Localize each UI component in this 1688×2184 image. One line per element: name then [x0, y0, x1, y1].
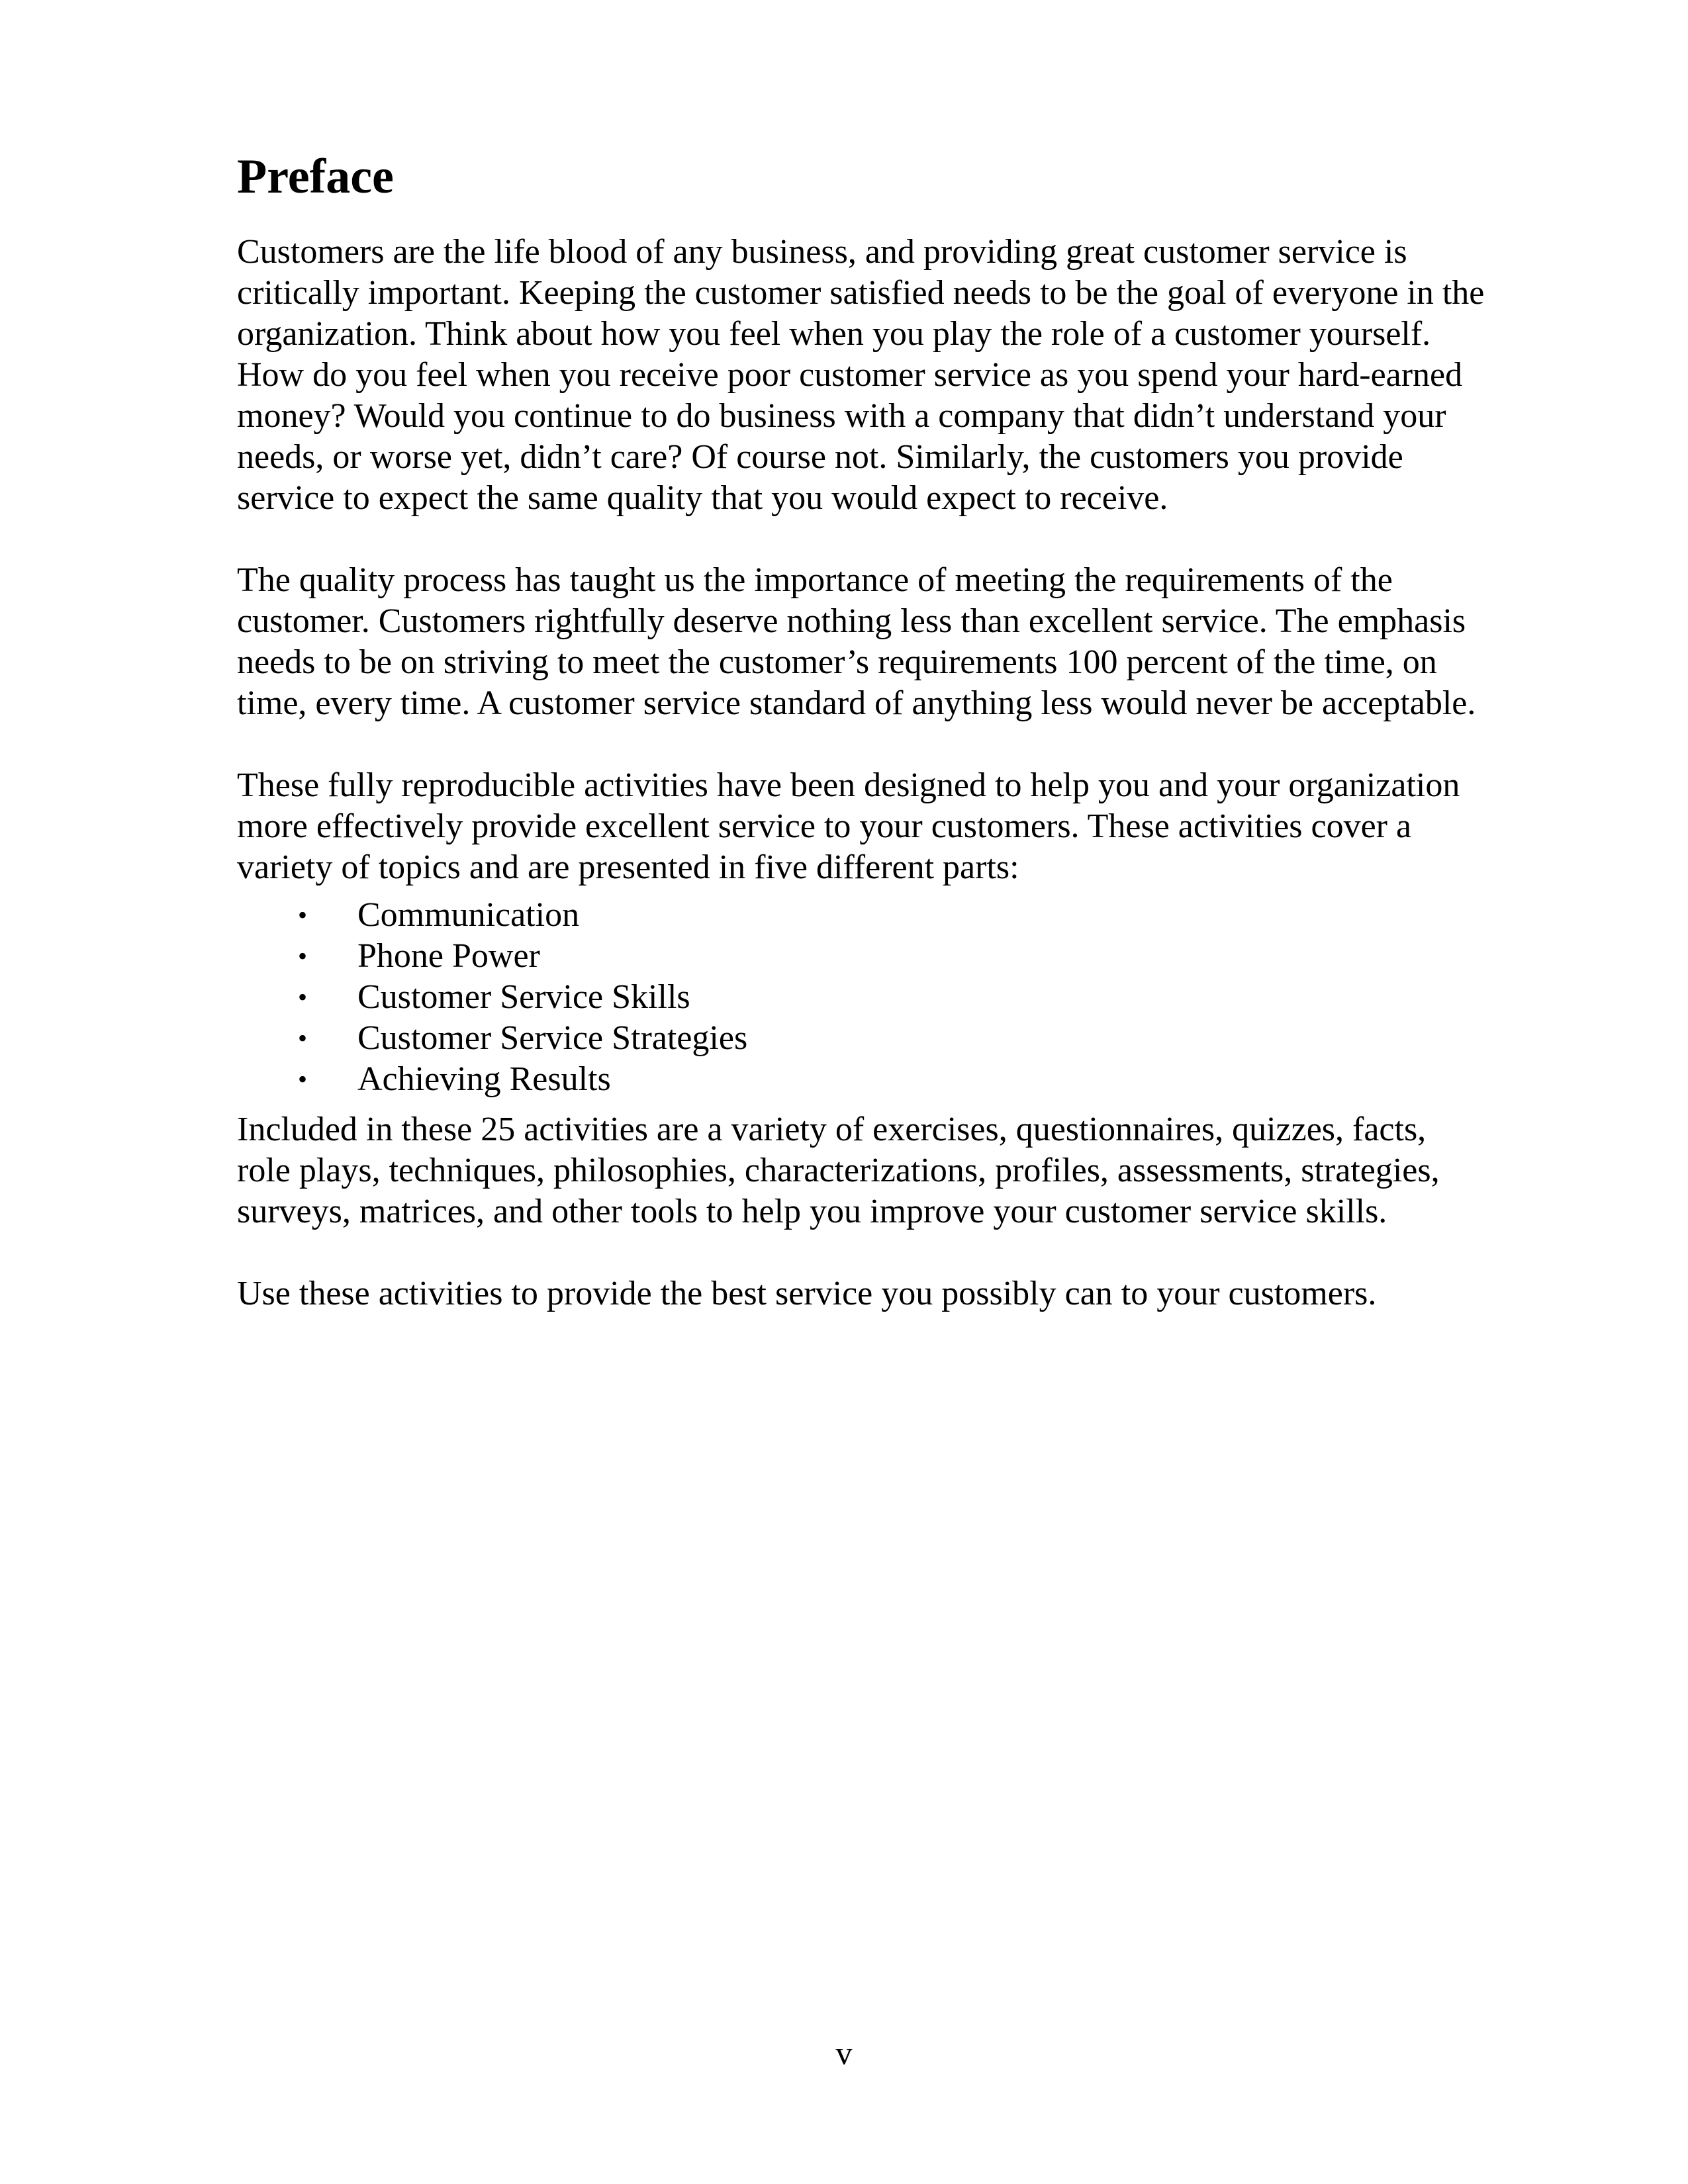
parts-list — [237, 895, 1488, 1100]
list-item-label: Customer Service Skills — [357, 978, 690, 1016]
bullet-icon: • — [298, 1023, 308, 1053]
paragraph-included: Included in these 25 activities are a variety of exercises, questionnaires, quizzes, facts, role plays, techniques, philosophies, characterizations, profiles, assessments, strategies, surveys, matrices, and other tools to help you improve your customer service skills. — [237, 1111, 1440, 1230]
page-title: Preface — [237, 150, 394, 204]
list-item — [237, 1059, 1488, 1100]
document-page — [237, 147, 1488, 1314]
list-item — [237, 977, 1488, 1018]
paragraph-intro: Customers are the life blood of any business, and providing great customer service is critically important. Keeping the customer satisfied needs to be the goal of everyone in the organization. Think about how you feel when you play the role of a customer yourself. How do you feel when you receive poor customer service as you spend your hard-earned money? Would you continue to do business with a company that didn’t understand your needs, or worse yet, didn’t care? Of course not. Similarly, the customers you provide service to expect the same quality that you would expect to receive. — [237, 233, 1485, 517]
bullet-icon: • — [298, 982, 308, 1012]
bullet-icon: • — [298, 900, 308, 930]
list-item — [237, 1018, 1488, 1059]
bullet-icon: • — [298, 941, 308, 971]
page-number: v — [835, 2034, 853, 2071]
paragraph-closing: Use these activities to provide the best service you possibly can to your customers. — [237, 1275, 1377, 1312]
list-item-label: Customer Service Strategies — [357, 1019, 748, 1057]
list-item — [237, 895, 1488, 936]
list-item-label: Communication — [357, 896, 580, 934]
list-item-label: Phone Power — [357, 937, 540, 975]
paragraph-quality: The quality process has taught us the importance of meeting the requirements of the customer. Customers rightfully deserve nothing less than excellent service. The emphasis needs to be on striving to meet the customer’s requirements 100 percent of the time, on time, every time. A customer service standard of anything less would never be acceptable. — [237, 561, 1476, 722]
list-item-label: Achieving Results — [357, 1060, 611, 1098]
bullet-icon: • — [298, 1064, 308, 1094]
paragraph-activities: These fully reproducible activities have been designed to help you and your organization more effectively provide excellent service to your customers. These activities cover a variety of topics and are presented in five different parts: — [237, 766, 1460, 886]
list-item — [237, 936, 1488, 977]
